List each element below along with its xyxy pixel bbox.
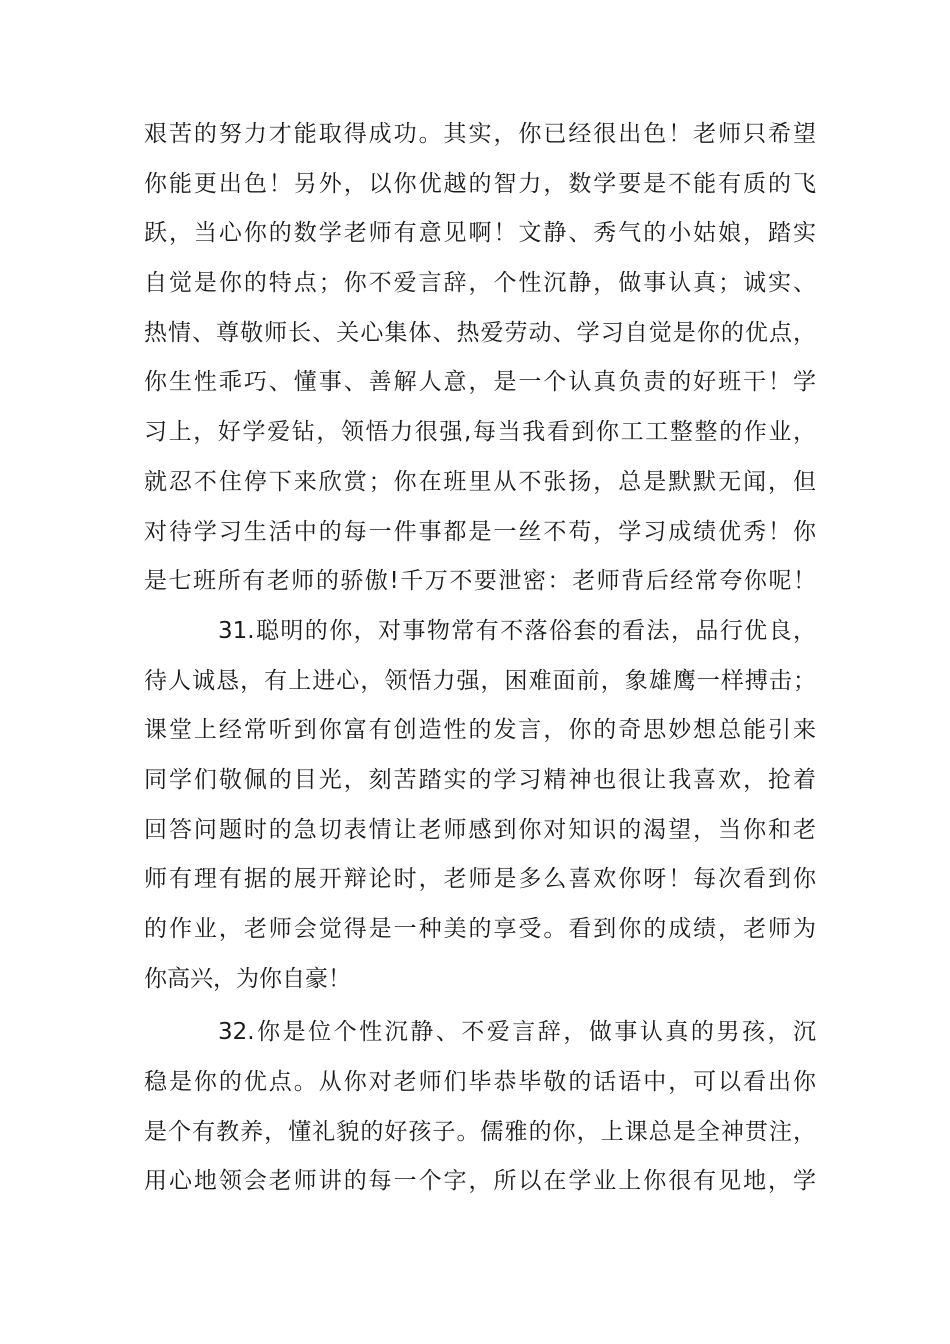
text-line: 跃，当心你的数学老师有意见啊！文静、秀气的小姑娘，踏实 (144, 220, 816, 247)
text-line: 稳是你的优点。从你对老师们毕恭毕敬的话语中，可以看出你 (144, 1069, 816, 1096)
text-line: 用心地领会老师讲的每一个字，所以在学业上你很有见地，学 (144, 1168, 816, 1195)
text-line: 同学们敬佩的目光，刻苦踏实的学习精神也很让我喜欢，抢着 (144, 766, 816, 793)
text-line: 自觉是你的特点；你不爱言辞，个性沉静，做事认真；诚实、 (144, 270, 816, 297)
paragraph-32-start: 32.你是位个性沉静、不爱言辞，做事认真的男孩，沉 (218, 1019, 816, 1046)
text-line: 师有理有据的展开辩论时，老师是多么喜欢你呀！每次看到你 (144, 866, 816, 893)
text-line: 待人诚恳，有上进心，领悟力强，困难面前，象雄鹰一样搏击； (144, 667, 816, 694)
body-text (144, 110, 816, 1207)
text-line: 对待学习生活中的每一件事都是一丝不苟，学习成绩优秀！你 (144, 518, 816, 545)
text-line: 的作业，老师会觉得是一种美的享受。看到你的成绩，老师为 (144, 916, 816, 942)
text-line: 是个有教养，懂礼貌的好孩子。儒雅的你，上课总是全神贯注， (144, 1118, 816, 1145)
text-line: 是七班所有老师的骄傲!千万不要泄密：老师背后经常夸你呢！ (144, 568, 816, 595)
text-line: 你高兴，为你自豪！ (144, 965, 351, 992)
text-line: 你能更出色！另外，以你优越的智力，数学要是不能有质的飞 (144, 170, 816, 197)
text-line: 课堂上经常听到你富有创造性的发言，你的奇思妙想总能引来 (144, 717, 816, 744)
text-line: 就忍不住停下来欣赏；你在班里从不张扬，总是默默无闻，但 (144, 468, 816, 495)
text-line: 艰苦的努力才能取得成功。其实，你已经很出色！老师只希望 (144, 121, 816, 147)
paragraph-31-start: 31.聪明的你，对事物常有不落俗套的看法，品行优良， (218, 617, 816, 644)
text-line: 热情、尊敬师长、关心集体、热爱劳动、学习自觉是你的优点， (144, 319, 816, 346)
text-line: 回答问题时的急切表情让老师感到你对知识的渴望，当你和老 (144, 816, 816, 843)
text-line: 你生性乖巧、懂事、善解人意，是一个认真负责的好班干！学 (144, 369, 816, 396)
text-line: 习上，好学爱钻，领悟力很强,每当我看到你工工整整的作业， (144, 419, 816, 446)
